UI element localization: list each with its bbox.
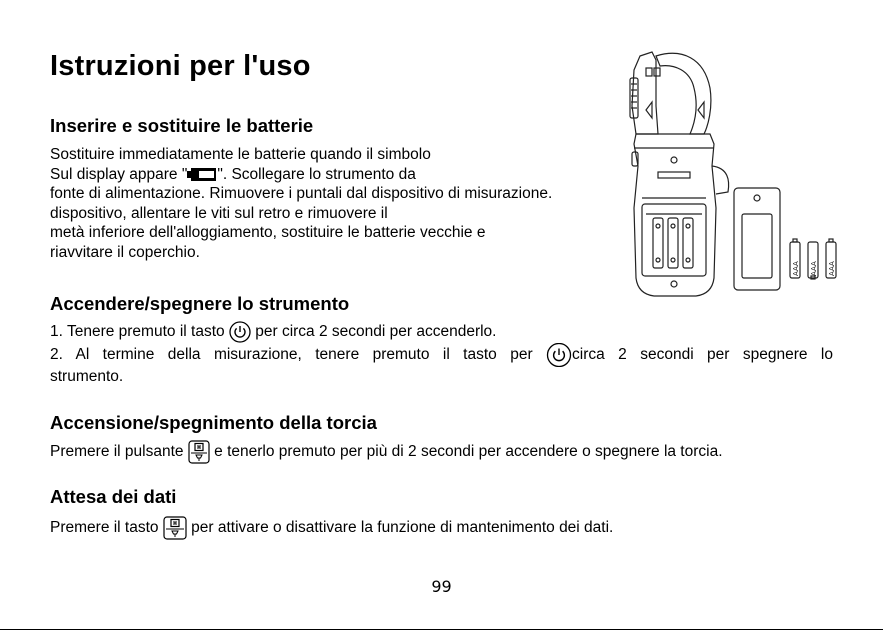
battery-aaa-label-2: AAA (810, 261, 818, 276)
power-item-1 (50, 321, 833, 343)
bottom-rule (0, 629, 883, 630)
hold-light-icon (163, 516, 187, 540)
power-item-2 (50, 343, 833, 367)
power-item-1-before: 1. Tenere premuto il tasto (50, 323, 229, 341)
torch-text (50, 440, 723, 464)
battery-text-line-1: Sostituire immediatamente le batterie quando il simbolo (50, 146, 431, 163)
battery-aaa-label-3: AAA (828, 261, 836, 276)
torch-text-after: e tenerlo premuto per più di 2 secondi per accendere o spegnere la torcia. (209, 443, 723, 461)
section-heading-data-hold: Attesa dei dati (50, 486, 177, 507)
section-body-power (50, 321, 833, 387)
torch-text-before: Premere il pulsante (50, 443, 188, 461)
section-body-batteries (50, 145, 552, 262)
hold-light-icon (188, 440, 210, 464)
clamp-jaw-left (632, 52, 658, 134)
clamp-meter-illustration (612, 48, 842, 300)
battery-aaa-label-1: AAA (792, 261, 800, 276)
page-number: 99 (431, 577, 452, 596)
section-heading-torch: Accensione/spegnimento della torcia (50, 412, 377, 433)
battery-text-line-5: metà inferiore dell'alloggiamento, sostituire le batterie vecchie e (50, 224, 486, 241)
data-hold-text-after: per attivare o disattivare la funzione di mantenimento dei dati. (186, 519, 614, 537)
battery-text-line-6: riavvitare il coperchio. (50, 243, 200, 261)
power-item-2-before: 2. Al termine della misurazione, tenere premuto il tasto per (50, 346, 547, 364)
section-body-torch (50, 440, 723, 464)
battery-text-line-2 (50, 165, 552, 185)
section-heading-power: Accendere/spegnere lo strumento (50, 293, 350, 314)
power-item-1-after: per circa 2 secondi per accenderlo. (250, 323, 497, 341)
page-title: Istruzioni per l'uso (50, 50, 311, 82)
battery-text-line-4: dispositivo, allentare le viti sul retro e rimuovere il (50, 204, 388, 222)
battery-text-line-3: fonte di alimentazione. Rimuovere i puntali dal dispositivo di misurazione. (50, 185, 553, 202)
clamp-jaw-right (656, 53, 711, 134)
section-body-data-hold (50, 516, 613, 540)
power-icon (546, 343, 572, 367)
data-hold-text (50, 516, 613, 540)
power-icon (229, 321, 251, 343)
data-hold-text-before: Premere il tasto (50, 519, 163, 537)
battery-icon (187, 167, 217, 182)
battery-cover (734, 188, 780, 290)
battery-text-line-2b: ". Scollegare lo strumento da (217, 165, 416, 183)
battery-text-line-2a: Sul display appare " (50, 165, 188, 183)
meter-body (634, 134, 716, 296)
section-heading-batteries: Inserire e sostituire le batterie (50, 115, 314, 136)
power-item-continuation: strumento. (50, 368, 124, 385)
power-item-2-after: circa 2 secondi per spegnere lo (572, 346, 833, 364)
